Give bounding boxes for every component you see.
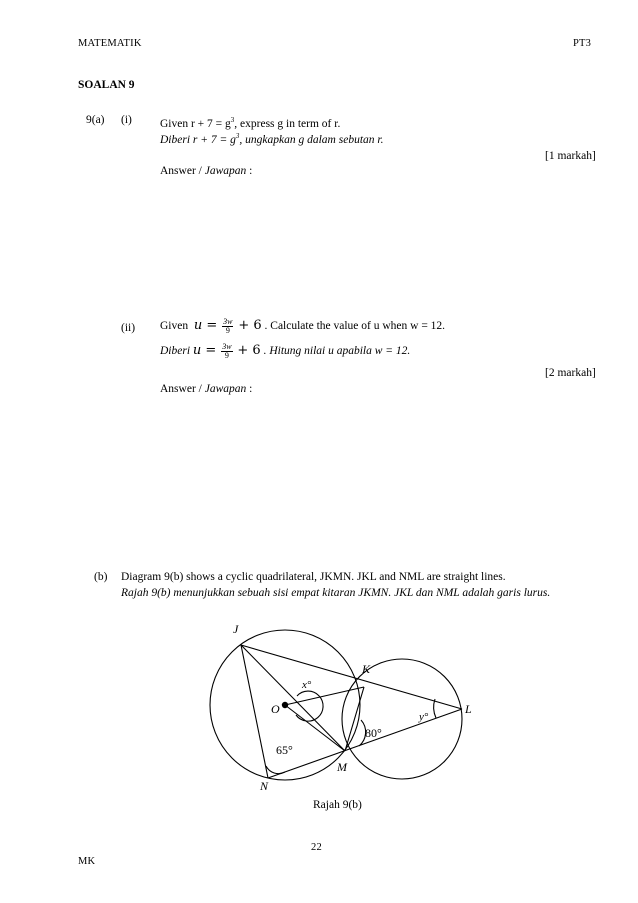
small-circle xyxy=(342,659,462,779)
line-JKL xyxy=(241,645,462,709)
question-i-english-exponent: 3 xyxy=(230,116,235,124)
fraction-numerator: 3w xyxy=(223,316,233,326)
angle-y: y° xyxy=(419,711,429,723)
fraction-numerator-ms: 3w xyxy=(222,341,232,351)
label-O: O xyxy=(271,702,280,716)
angle-x: x° xyxy=(302,679,312,691)
label-K: K xyxy=(362,662,371,676)
equation-lhs: u = xyxy=(193,318,218,333)
question-i-malay-prefix: Diberi r + 7 = g xyxy=(160,134,236,146)
question-b-label: (b) xyxy=(94,571,108,583)
centre-point-O xyxy=(282,702,288,708)
line-OK xyxy=(285,687,364,705)
fraction-denominator: 9 xyxy=(225,325,230,335)
header-subject: MATEMATIK xyxy=(78,38,142,49)
answer-label-colon-ii: : xyxy=(246,383,253,395)
answer-label-en-ii: Answer / xyxy=(160,383,205,395)
equation-rhs-ms: + 6 xyxy=(237,343,261,358)
equation-lhs-ms: u = xyxy=(192,343,217,358)
answer-label-colon: : xyxy=(246,165,253,177)
question-b-english: Diagram 9(b) shows a cyclic quadrilateral, JKMN. JKL and NML are straight lines. xyxy=(121,571,506,583)
diberi-word: Diberi xyxy=(160,345,191,357)
section-title: SOALAN 9 xyxy=(78,79,135,91)
label-J: J xyxy=(233,622,239,636)
marks-i: [1 markah] xyxy=(545,150,596,162)
line-OM xyxy=(285,705,345,751)
diagram-caption: Rajah 9(b) xyxy=(313,799,362,811)
equation-rhs: + 6 xyxy=(238,318,262,333)
given-word: Given xyxy=(160,320,189,332)
question-ii-english-tail: . Calculate the value of u when w = 12. xyxy=(264,320,446,332)
fraction-denominator-ms: 9 xyxy=(224,350,229,360)
line-NML xyxy=(268,709,462,778)
label-M: M xyxy=(337,760,347,774)
line-JM xyxy=(241,645,345,751)
question-9a-label: 9(a) xyxy=(86,114,105,126)
line-JN xyxy=(241,645,268,778)
marks-ii: [2 markah] xyxy=(545,367,596,379)
question-i-malay-exponent: 3 xyxy=(235,132,240,140)
header-level: PT3 xyxy=(573,38,592,49)
angle-65: 65° xyxy=(276,743,293,757)
subquestion-ii-label: (ii) xyxy=(121,322,136,334)
question-i-english-prefix: Given r + 7 = g xyxy=(160,118,231,130)
question-i-malay-suffix: , ungkapkan g dalam sebutan r. xyxy=(239,134,384,146)
subquestion-i-label: (i) xyxy=(121,114,132,126)
question-ii-malay-tail: . Hitung nilai u apabila w = 12. xyxy=(263,345,411,357)
answer-label-ms: Jawapan xyxy=(204,165,247,177)
answer-label-en: Answer / xyxy=(160,165,205,177)
label-N: N xyxy=(260,779,269,793)
angle-80: 80° xyxy=(365,726,382,740)
question-b-malay: Rajah 9(b) menunjukkan sebuah sisi empat kitaran JKMN. JKL dan NML adalah garis lurus. xyxy=(121,587,551,599)
question-i-english-suffix: , express g in term of r. xyxy=(234,118,341,130)
label-L: L xyxy=(465,702,472,716)
answer-label-ms-ii: Jawapan xyxy=(204,383,247,395)
footer-code: MK xyxy=(78,856,96,867)
page-number: 22 xyxy=(311,842,322,853)
line-KM xyxy=(345,687,364,751)
